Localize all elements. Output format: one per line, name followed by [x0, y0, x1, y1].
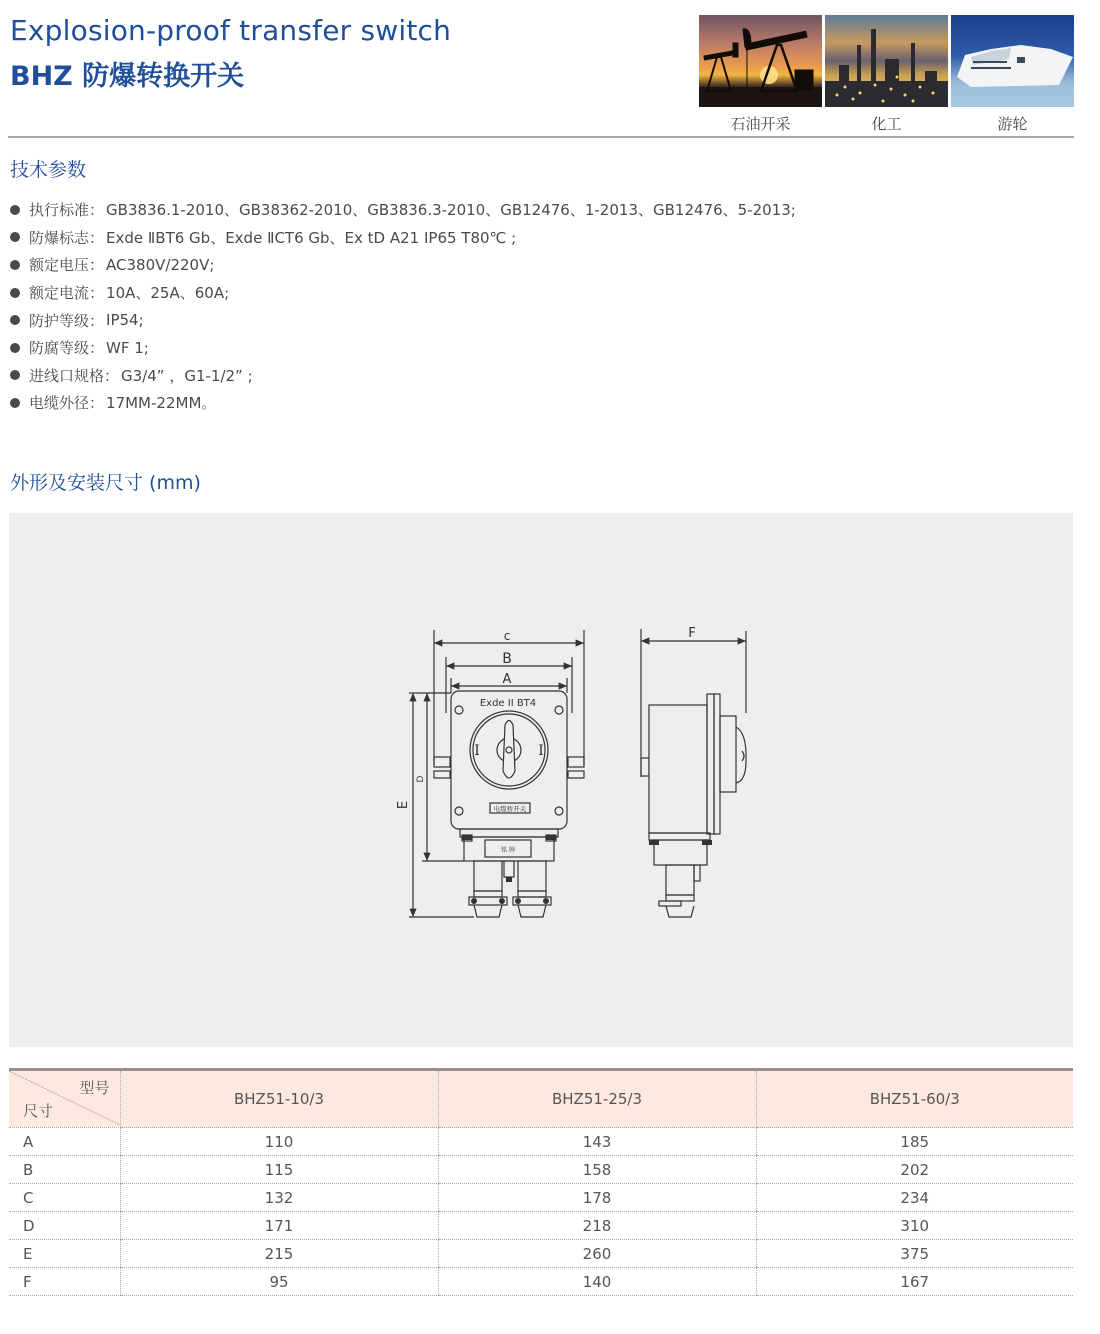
application-gallery: [699, 15, 1074, 134]
dim-label-e: E: [396, 800, 411, 810]
plate-text: 电缆桥开关: [493, 805, 527, 813]
gallery-label: 石油开采: [730, 115, 791, 133]
gallery-item-oil: [699, 15, 822, 134]
bullet-icon: [10, 260, 20, 270]
spec-value: 10A、25A、60A;: [106, 284, 230, 303]
table-row: [9, 1156, 1073, 1184]
spec-key: 额定电压: [29, 256, 90, 275]
table-header-row: [9, 1070, 1073, 1128]
oil-pump-photo: [699, 15, 822, 107]
model-label: 型号: [79, 1079, 110, 1097]
gallery-label: 化工: [871, 115, 902, 133]
marking-text: Exde II BT4: [479, 698, 537, 709]
spec-item: 电缆外径 ： 17MM-22MM。: [10, 389, 796, 417]
spec-value: IP54;: [106, 311, 144, 330]
spec-value: Exde ⅡBT6 Gb、Exde ⅡCT6 Gb、Ex tD A21 IP65 T80℃ ;: [106, 228, 517, 247]
dim-value: 167: [756, 1268, 1073, 1296]
spec-value: WF 1;: [106, 338, 149, 357]
spec-item: 额定电压 ： AC380V/220V;: [10, 251, 796, 279]
dim-label-d: D: [416, 775, 426, 783]
dim-value: 218: [438, 1212, 756, 1240]
bullet-icon: [10, 370, 20, 380]
dim-value: 132: [120, 1184, 438, 1212]
dim-name: A: [9, 1128, 120, 1156]
table-row: [9, 1212, 1073, 1240]
dim-value: 202: [756, 1156, 1073, 1184]
specs-heading: 技术参数: [10, 159, 87, 181]
spec-item: 防腐等级 ： WF 1;: [10, 334, 796, 362]
dim-value: 260: [438, 1240, 756, 1268]
spec-key: 防爆标志: [29, 228, 90, 247]
spec-item: 进线口规格 ： G3/4” ，G1-1/2” ;: [10, 362, 796, 390]
nameplate-text: 铭 牌: [501, 847, 515, 854]
table-row: [9, 1240, 1073, 1268]
dimensions-heading: 外形及安装尺寸 (mm): [10, 472, 201, 494]
dim-name: D: [9, 1212, 120, 1240]
spec-value: 17MM-22MM。: [106, 394, 217, 413]
title-chinese: BHZ 防爆转换开关: [10, 61, 245, 92]
header-divider: [8, 136, 1074, 138]
table-row: [9, 1128, 1073, 1156]
bullet-icon: [10, 343, 20, 353]
dim-name: F: [9, 1268, 120, 1296]
chemical-plant-photo: [825, 15, 948, 107]
dimensions-table: [9, 1068, 1073, 1296]
title-english: Explosion-proof transfer switch: [10, 14, 452, 47]
model-header: BHZ51-10/3: [120, 1070, 438, 1128]
spec-value: G3/4” ，G1-1/2” ;: [121, 366, 253, 385]
dim-value: 115: [120, 1156, 438, 1184]
spec-key: 防护等级: [29, 311, 90, 330]
dim-name: B: [9, 1156, 120, 1184]
dimension-label: 尺寸: [23, 1102, 54, 1120]
spec-item: 防爆标志 ： Exde ⅡBT6 Gb、Exde ⅡCT6 Gb、Ex tD A21 IP65 T80℃ ;: [10, 224, 796, 252]
technical-drawing: [9, 513, 1073, 1047]
spec-key: 电缆外径: [29, 394, 90, 413]
spec-key: 防腐等级: [29, 339, 90, 358]
spec-item: 防护等级 ： IP54;: [10, 306, 796, 334]
spec-key: 执行标准: [29, 201, 90, 220]
dim-value: 234: [756, 1184, 1073, 1212]
dim-value: 215: [120, 1240, 438, 1268]
dim-name: C: [9, 1184, 120, 1212]
bullet-icon: [10, 398, 20, 408]
dim-value: 185: [756, 1128, 1073, 1156]
dim-label-a: A: [502, 672, 512, 687]
dimension-drawing: [9, 513, 1073, 1047]
dim-value: 143: [438, 1128, 756, 1156]
bullet-icon: [10, 232, 20, 242]
model-header: BHZ51-60/3: [756, 1070, 1073, 1128]
spec-item: 额定电流 ： 10A、25A、60A;: [10, 279, 796, 307]
dim-value: 110: [120, 1128, 438, 1156]
gallery-item-chemical: [825, 15, 948, 134]
svg-text:I: I: [474, 743, 480, 759]
gallery-item-cruise: [951, 15, 1074, 134]
spec-value: AC380V/220V;: [106, 255, 215, 274]
bullet-icon: [10, 288, 20, 298]
corner-header: [9, 1070, 120, 1128]
dim-label-f: F: [688, 626, 696, 641]
dim-value: 95: [120, 1268, 438, 1296]
dim-value: 140: [438, 1268, 756, 1296]
table-row: [9, 1268, 1073, 1296]
cruise-ship-photo: [951, 15, 1074, 107]
bullet-icon: [10, 315, 20, 325]
svg-text:I: I: [538, 743, 544, 759]
dim-label-b: B: [502, 651, 512, 667]
dim-value: 310: [756, 1212, 1073, 1240]
dim-value: 375: [756, 1240, 1073, 1268]
gallery-label: 游轮: [997, 115, 1028, 133]
dim-value: 158: [438, 1156, 756, 1184]
spec-item: 执行标准 ： GB3836.1-2010、GB38362-2010、GB3836.3-2010、GB12476、1-2013、GB12476、5-2013;: [10, 196, 796, 224]
table-row: [9, 1184, 1073, 1212]
spec-key: 额定电流: [29, 284, 90, 303]
spec-value: GB3836.1-2010、GB38362-2010、GB3836.3-2010、GB12476、1-2013、GB12476、5-2013;: [106, 201, 796, 220]
specs-list: [10, 196, 796, 417]
dim-label-c: c: [503, 629, 511, 643]
spec-key: 进线口规格: [29, 366, 105, 385]
model-header: BHZ51-25/3: [438, 1070, 756, 1128]
bullet-icon: [10, 205, 20, 215]
dim-name: E: [9, 1240, 120, 1268]
dim-value: 178: [438, 1184, 756, 1212]
dim-value: 171: [120, 1212, 438, 1240]
